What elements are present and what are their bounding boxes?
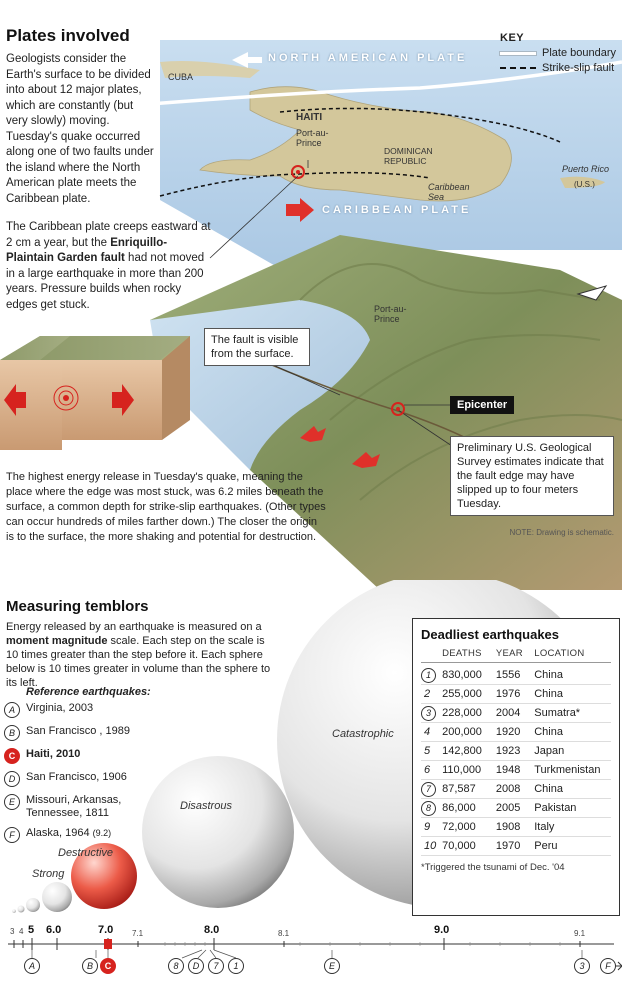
deadliest-note: *Triggered the tsunami of Dec. '04 <box>421 862 565 873</box>
deaths-cell: 142,800 <box>442 745 482 757</box>
axis-marker-a: A <box>24 958 40 974</box>
axis-marker-1: 1 <box>228 958 244 974</box>
location-cell: Peru <box>534 840 558 852</box>
location-cell: Italy <box>534 821 555 833</box>
location-cell: China <box>534 783 563 795</box>
year-cell: 2008 <box>495 783 521 795</box>
year-cell: 1923 <box>495 745 521 757</box>
deadliest-title: Deadliest earthquakes <box>421 627 560 642</box>
epicenter-label: Epicenter <box>450 396 514 414</box>
table-row <box>421 685 611 704</box>
scale-9-1: 9.1 <box>574 929 586 938</box>
axis-marker-3: 3 <box>574 958 590 974</box>
scale-8: 8.0 <box>204 924 220 936</box>
ref-marker: A <box>4 702 20 718</box>
ref-text: Virginia, 2003 <box>26 702 94 714</box>
rank-marker: 8 <box>421 801 436 816</box>
location-cell: China <box>534 688 563 700</box>
port-au-prince-3d-label: Port-au-Prince <box>374 304 407 324</box>
rank-marker: 7 <box>421 782 436 797</box>
dominican-label: DOMINICAN REPUBLIC <box>384 146 433 166</box>
reference-list <box>4 702 174 850</box>
table-row <box>421 837 611 856</box>
label-catastrophic: Catastrophic <box>332 728 394 740</box>
deadliest-header <box>421 648 611 663</box>
ref-text: San Francisco, 1906 <box>26 771 127 783</box>
fault-visible-callout: The fault is visible from the surface. <box>204 328 310 366</box>
label-destructive: Destructive <box>58 847 114 859</box>
sphere-light <box>18 906 25 913</box>
rank-marker: 9 <box>424 821 431 833</box>
axis-marker-c: C <box>100 958 116 974</box>
scale-7: 7.0 <box>98 924 114 936</box>
rank-marker: 6 <box>424 764 431 776</box>
rank-marker: 10 <box>424 840 437 852</box>
ref-marker: E <box>4 794 20 810</box>
ref-text: San Francisco , 1989 <box>26 725 130 737</box>
table-row <box>421 723 611 742</box>
scale-6: 6.0 <box>46 924 62 936</box>
header-deaths: DEATHS <box>442 648 482 659</box>
deaths-cell: 228,000 <box>442 707 482 719</box>
axis-marker-7: 7 <box>208 958 224 974</box>
location-cell: Sumatra* <box>534 707 581 719</box>
puerto-rico-us-label: (U.S.) <box>574 180 595 189</box>
rank-marker: 5 <box>424 745 431 757</box>
caribbean-sea-label: Caribbean Sea <box>428 182 470 202</box>
deadliest-table <box>412 618 620 916</box>
reference-item <box>4 771 174 787</box>
location-cell: Turkmenistan <box>534 764 601 776</box>
schematic-note: NOTE: Drawing is schematic. <box>509 528 614 537</box>
location-cell: China <box>534 669 563 681</box>
header-location: LOCATION <box>534 648 585 659</box>
header-year: YEAR <box>495 648 523 659</box>
table-row <box>421 666 611 685</box>
table-row <box>421 780 611 799</box>
ref-text: Missouri, Arkansas, Tennessee, 1811 <box>26 794 122 819</box>
reference-item <box>4 702 174 718</box>
carib-plate-label: CARIBBEAN PLATE <box>322 204 472 216</box>
reference-item <box>4 725 174 741</box>
deaths-cell: 86,000 <box>442 802 476 814</box>
puerto-rico-label: Puerto Rico <box>562 164 610 174</box>
ref-marker: F <box>4 827 20 843</box>
rank-marker: 2 <box>424 688 431 700</box>
axis-marker-b: B <box>82 958 98 974</box>
location-cell: Pakistan <box>534 802 577 814</box>
sphere-strong <box>42 882 72 912</box>
ref-marker: B <box>4 725 20 741</box>
deaths-cell: 200,000 <box>442 726 482 738</box>
rank-marker: 4 <box>424 726 431 738</box>
axis-marker-e: E <box>324 958 340 974</box>
key-fault: Strike-slip fault <box>542 62 615 74</box>
deaths-cell: 87,587 <box>442 783 476 795</box>
reference-item <box>4 794 174 820</box>
ref-text: Alaska, 1964 <box>26 827 90 839</box>
scale-7-1: 7.1 <box>132 929 144 938</box>
cuba-label: CUBA <box>168 72 194 82</box>
key-boundary: Plate boundary <box>542 47 616 59</box>
scale-3: 3 <box>10 927 15 936</box>
port-au-prince-label: Port-au-Prince <box>296 128 329 148</box>
boundary-swatch <box>500 52 536 55</box>
reference-item <box>4 748 174 764</box>
deaths-cell: 70,000 <box>442 840 476 852</box>
key-title: KEY <box>500 32 525 44</box>
scale-8-1: 8.1 <box>278 929 290 938</box>
axis-marker-f: F <box>600 958 616 974</box>
sphere-minor <box>12 909 16 913</box>
energy-release-text: The highest energy release in Tuesday's quake, meaning the place where the edge was most stuck, was 6.2 miles beneath the surface, a common depth for strike-slip earthquakes. (Other types can occur hundreds of miles farther down.) The closer the origin is to the surface, the more shaking and potential for destruction. <box>6 471 326 543</box>
rank-marker: 3 <box>421 706 436 721</box>
year-cell: 1976 <box>495 688 521 700</box>
rank-marker: 1 <box>421 668 436 683</box>
year-cell: 1970 <box>495 840 521 852</box>
deaths-cell: 830,000 <box>442 669 482 681</box>
year-cell: 2004 <box>495 707 521 719</box>
plates-title: Plates involved <box>6 26 130 45</box>
sphere-moderate <box>26 898 40 912</box>
location-cell: China <box>534 726 563 738</box>
temblors-title: Measuring temblors <box>6 598 149 615</box>
reference-title: Reference earthquakes: <box>26 686 151 698</box>
year-cell: 1948 <box>495 764 521 776</box>
label-disastrous: Disastrous <box>180 800 232 812</box>
na-plate-label: NORTH AMERICAN PLATE <box>268 52 468 64</box>
table-row <box>421 818 611 837</box>
ref-text: Haiti, 2010 <box>26 748 81 760</box>
haiti-label: HAITI <box>296 112 323 123</box>
ref-extra: (9.2) <box>92 828 112 838</box>
ref-marker: C <box>4 748 20 764</box>
ref-marker: D <box>4 771 20 787</box>
axis-marker-8: 8 <box>168 958 184 974</box>
deaths-cell: 72,000 <box>442 821 476 833</box>
usgs-callout: Preliminary U.S. Geological Survey estimates indicate that the fault edge may have slipped up to four meters Tuesday. <box>450 436 614 516</box>
table-row <box>421 742 611 761</box>
table-row <box>421 799 611 818</box>
scale-9: 9.0 <box>434 924 450 936</box>
deaths-cell: 255,000 <box>442 688 482 700</box>
scale-5: 5 <box>28 924 35 936</box>
fault-swatch <box>500 67 536 69</box>
table-row <box>421 704 611 723</box>
label-strong: Strong <box>32 868 65 880</box>
deaths-cell: 110,000 <box>442 764 482 776</box>
temblors-desc: Energy released by an earthquake is measured on a moment magnitude scale. Each step on the scale is 10 times greater than the step before it. Each sphere below is 10 times greater in volume than the sphere to its left. <box>6 621 271 689</box>
year-cell: 1908 <box>495 821 521 833</box>
year-cell: 1920 <box>495 726 521 738</box>
plates-lede: Geologists consider the Earth's surface to be divided into about 12 major plates, which are constantly (but very slowly) moving. Tuesday's quake occurred along one of two faults under the island where the North American plate meets the Caribbean plate. <box>6 53 154 205</box>
table-row <box>421 761 611 780</box>
scale-4: 4 <box>19 927 24 936</box>
axis-marker-d: D <box>188 958 204 974</box>
year-cell: 1556 <box>495 669 521 681</box>
reference-item <box>4 827 174 843</box>
plates-lede-2: The Caribbean plate creeps eastward at 2 cm a year, but the Enriquillo-Plaintain Garden fault had not moved in a large earthquake in more than 200 years. Pressure builds when rocky edges get stuck. <box>6 221 211 311</box>
year-cell: 2005 <box>495 802 521 814</box>
map-key <box>500 32 616 74</box>
location-cell: Japan <box>534 745 565 757</box>
